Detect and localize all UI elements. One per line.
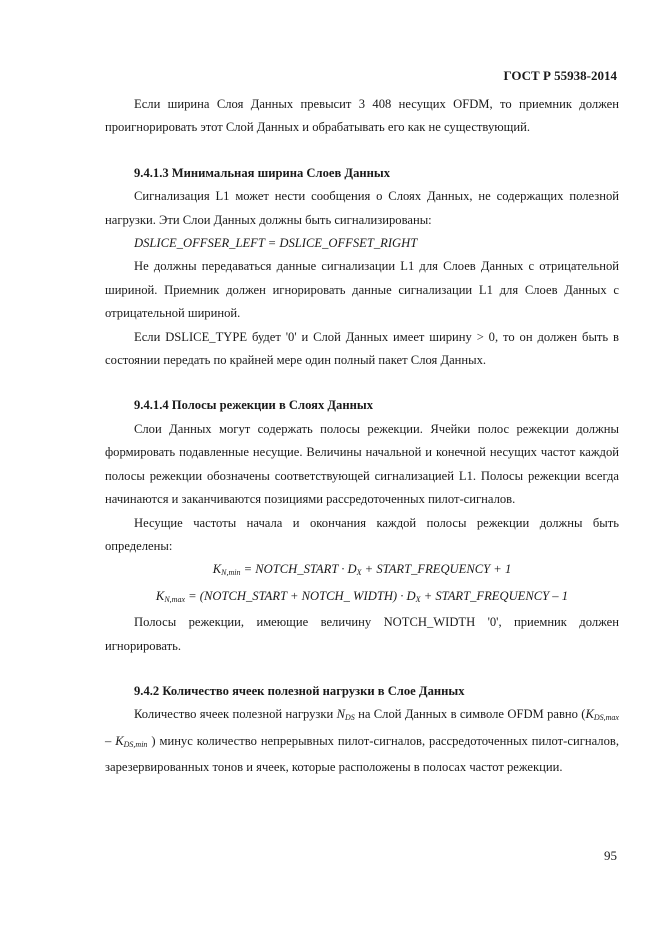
section-9413-paragraph-1: Сигнализация L1 может нести сообщения о Слоях Данных, не содержащих полезной нагрузки. Эти Слои Данных должны быть сигнализированы: xyxy=(105,189,619,227)
section-9414-paragraph-3: Полосы режекции, имеющие величину NOTCH_WIDTH '0', приемник должен игнорировать. xyxy=(105,615,619,653)
section-9413-paragraph-2: Не должны передаваться данные сигнализации L1 для Слоев Данных с отрицательной шириной. Приемник должен игнорировать данные сигнализации L1 для Слоев Данных с отрицательной шириной. xyxy=(105,259,619,321)
section-9414-paragraph-2: Несущие частоты начала и окончания каждой полосы режекции должны быть определены: xyxy=(105,515,619,553)
notch-start-formula: $K_{N,min}$ = NOTCH_START · $D_X$ + START_FREQUENCY + 1 xyxy=(212,562,512,578)
section-9413-formula: DSLICE_OFFSER_LEFT = DSLICE_OFFSET_RIGHT xyxy=(134,236,418,251)
section-9414-paragraph-1: Слои Данных могут содержать полосы режекции. Ячейки полос режекции должны формировать подавленные несущие. Величины начальной и конечной несущих частот каждой полосы режекции обозначены соответствующей сигнализацией L1. Полосы режекции всегда начинаются и заканчиваются позициями рассредоточенных пилот-сигналов. xyxy=(105,421,619,507)
notch-end-formula: $K_{N,max}$ = (NOTCH_START + NOTCH_ WIDTH) · $D_X$ + START_FREQUENCY – 1 xyxy=(155,588,569,604)
page-content xyxy=(105,93,619,780)
section-9413-paragraph-3: Если DSLICE_TYPE будет '0' и Слой Данных имеет ширину > 0, то он должен быть в состоянии передать по крайней мере один полный пакет Слоя Данных. xyxy=(105,329,619,368)
intro-paragraph: Если ширина Слоя Данных превысит 3 408 несущих OFDM, то приемник должен проигнорировать этот Слой Данных и обрабатывать его как не существующий. xyxy=(105,97,619,135)
section-942-paragraph-1: Количество ячеек полезной нагрузки $N_{DS}$ на Слой Данных в символе OFDM равно ($K_{DS,max} - K_{DS,min}$ ) минус количество непрерывных пилот-сигналов, рассредоточенных пилот-сигналов, зарезервированных тонов и ячеек, которые расположены в полосах частот режекции. xyxy=(105,707,619,775)
document-code-header: ГОСТ Р 55938-2014 xyxy=(503,68,617,83)
section-9413-title: 9.4.1.3 Минимальная ширина Слоев Данных xyxy=(134,165,391,180)
section-9414-title: 9.4.1.4 Полосы режекции в Слоях Данных xyxy=(134,398,373,413)
section-942-title: 9.4.2 Количество ячеек полезной нагрузки в Слое Данных xyxy=(134,683,465,698)
page-number: 95 xyxy=(604,848,617,863)
